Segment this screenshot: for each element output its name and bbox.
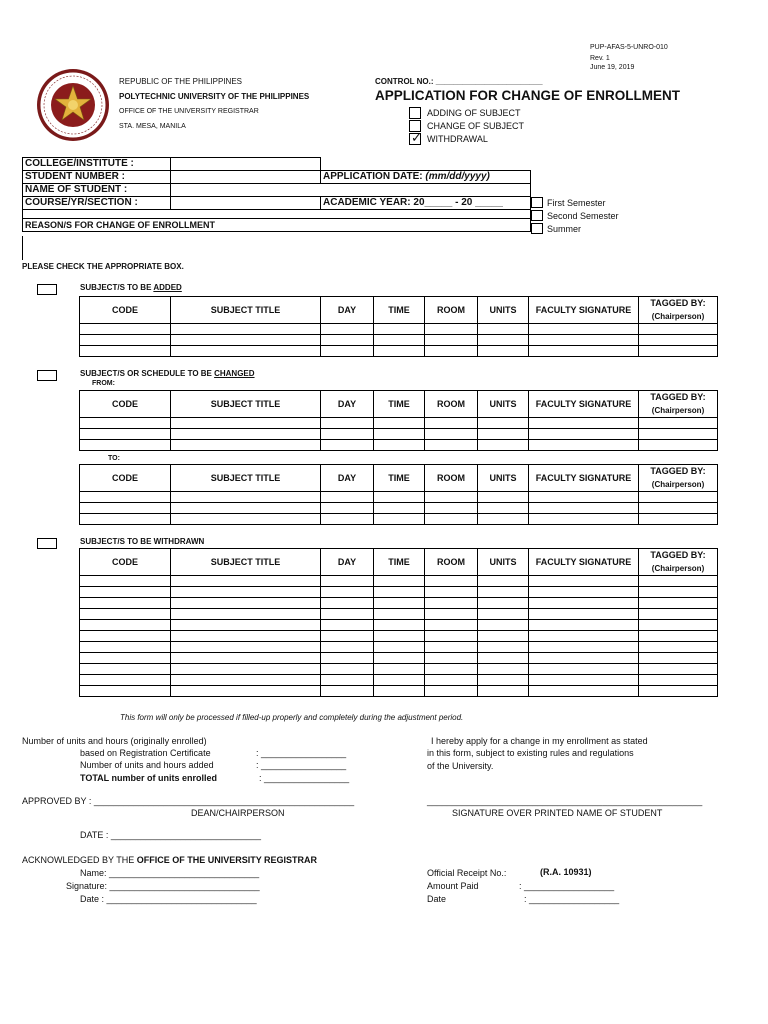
college-field[interactable] — [171, 158, 321, 171]
added-heading: SUBJECT/S TO BE ADDED — [80, 283, 182, 292]
table-cell[interactable] — [425, 503, 478, 514]
table-cell[interactable] — [425, 440, 478, 451]
table-cell[interactable] — [639, 418, 718, 429]
table-row — [80, 620, 718, 631]
university-name: POLYTECHNIC UNIVERSITY OF THE PHILIPPINES — [119, 92, 310, 101]
table-cell[interactable] — [478, 335, 529, 346]
table-cell[interactable] — [529, 514, 639, 525]
table-cell[interactable] — [529, 576, 639, 587]
table-cell[interactable] — [374, 587, 425, 598]
acknowledged-heading: ACKNOWLEDGED BY THE OFFICE OF THE UNIVERSITY REGISTRAR — [22, 855, 318, 865]
academic-year[interactable]: ACADEMIC YEAR: 20_____ - 20 _____ — [321, 197, 531, 210]
table-cell[interactable] — [171, 324, 321, 335]
table-cell[interactable] — [374, 642, 425, 653]
changed-heading: SUBJECT/S OR SCHEDULE TO BE CHANGED — [80, 369, 255, 378]
table-cell[interactable] — [171, 664, 321, 675]
table-cell[interactable] — [425, 686, 478, 697]
col-units: UNITS — [478, 549, 529, 576]
table-cell[interactable] — [425, 653, 478, 664]
from-label: FROM: — [92, 380, 115, 387]
table-cell[interactable] — [639, 598, 718, 609]
table-cell[interactable] — [321, 620, 374, 631]
table-cell[interactable] — [425, 664, 478, 675]
table-cell[interactable] — [80, 335, 171, 346]
table-cell[interactable] — [80, 503, 171, 514]
revision: Rev. 1 — [590, 55, 610, 62]
table-cell[interactable] — [425, 418, 478, 429]
table-cell[interactable] — [639, 587, 718, 598]
table-cell[interactable] — [425, 324, 478, 335]
table-cell[interactable] — [171, 653, 321, 664]
col-faculty-signature: FACULTY SIGNATURE — [529, 297, 639, 324]
table-row — [80, 576, 718, 587]
student-signature-label: SIGNATURE OVER PRINTED NAME OF STUDENT — [452, 808, 663, 818]
table-cell[interactable] — [478, 598, 529, 609]
changed-to-table — [79, 464, 718, 525]
changed-from-table — [79, 390, 718, 451]
col-units: UNITS — [478, 465, 529, 492]
table-cell[interactable] — [529, 642, 639, 653]
col-code: CODE — [80, 297, 171, 324]
table-cell[interactable] — [529, 675, 639, 686]
table-cell[interactable] — [639, 514, 718, 525]
table-header-row — [80, 391, 718, 418]
added-checkbox[interactable] — [37, 284, 57, 295]
table-cell[interactable] — [374, 620, 425, 631]
table-cell[interactable] — [374, 429, 425, 440]
col-subject-title: SUBJECT TITLE — [171, 465, 321, 492]
table-cell[interactable] — [425, 609, 478, 620]
withdrawn-checkbox[interactable] — [37, 538, 57, 549]
first-semester-checkbox[interactable] — [531, 197, 543, 208]
table-cell[interactable] — [321, 346, 374, 357]
table-cell[interactable] — [425, 346, 478, 357]
table-cell[interactable] — [639, 664, 718, 675]
form-code: PUP-AFAS-5-UNRO-010 — [590, 44, 668, 51]
table-row — [80, 642, 718, 653]
university-seal-icon — [36, 68, 110, 142]
control-no[interactable]: CONTROL NO.: ________________________ — [375, 77, 543, 86]
table-row — [80, 664, 718, 675]
table-cell[interactable] — [639, 429, 718, 440]
table-cell[interactable] — [478, 440, 529, 451]
table-cell[interactable] — [374, 653, 425, 664]
table-cell[interactable] — [639, 686, 718, 697]
table-row — [80, 587, 718, 598]
student-name-label: NAME OF STUDENT : — [23, 184, 171, 197]
table-cell[interactable] — [529, 631, 639, 642]
table-row — [80, 514, 718, 525]
table-cell[interactable] — [321, 429, 374, 440]
table-cell[interactable] — [478, 653, 529, 664]
col-units: UNITS — [478, 391, 529, 418]
table-row — [80, 429, 718, 440]
application-date-label: APPLICATION DATE: — [323, 171, 423, 182]
table-cell[interactable] — [478, 587, 529, 598]
table-cell[interactable] — [639, 620, 718, 631]
table-cell[interactable] — [529, 324, 639, 335]
summer-label: Summer — [547, 224, 582, 234]
col-code: CODE — [80, 391, 171, 418]
table-cell[interactable] — [171, 503, 321, 514]
table-cell[interactable] — [478, 631, 529, 642]
table-cell[interactable] — [321, 440, 374, 451]
table-header-row — [80, 465, 718, 492]
table-cell[interactable] — [80, 429, 171, 440]
table-cell[interactable] — [80, 620, 171, 631]
table-cell[interactable] — [321, 653, 374, 664]
units-line2: based on Registration Certificate — [80, 748, 211, 758]
table-cell[interactable] — [529, 620, 639, 631]
reason-label[interactable]: REASON/S FOR CHANGE OF ENROLLMENT — [23, 219, 531, 232]
table-cell[interactable] — [425, 598, 478, 609]
table-cell[interactable] — [478, 514, 529, 525]
table-cell[interactable] — [478, 609, 529, 620]
table-cell[interactable] — [529, 587, 639, 598]
table-row — [80, 686, 718, 697]
col-faculty-signature: FACULTY SIGNATURE — [529, 391, 639, 418]
table-cell[interactable] — [529, 418, 639, 429]
table-cell[interactable] — [321, 324, 374, 335]
application-date-format: (mm/dd/yyyy) — [425, 171, 490, 182]
table-cell[interactable] — [529, 598, 639, 609]
table-cell[interactable] — [374, 324, 425, 335]
col-tagged-by: TAGGED BY: (Chairperson) — [639, 465, 718, 492]
table-cell[interactable] — [321, 514, 374, 525]
table-cell[interactable] — [171, 587, 321, 598]
registrar-signature-field[interactable]: Signature: ______________________________ — [66, 881, 260, 891]
table-cell[interactable] — [171, 514, 321, 525]
table-cell[interactable] — [478, 664, 529, 675]
table-row — [80, 609, 718, 620]
col-time: TIME — [374, 549, 425, 576]
units-line1: Number of units and hours (originally enrolled) — [22, 736, 207, 746]
table-cell[interactable] — [425, 514, 478, 525]
table-cell[interactable] — [478, 503, 529, 514]
approved-by-field[interactable]: APPROVED BY : ____________________________________________________ — [22, 796, 355, 806]
form-date: June 19, 2019 — [590, 64, 635, 71]
table-cell[interactable] — [425, 620, 478, 631]
table-cell[interactable] — [425, 492, 478, 503]
table-cell[interactable] — [171, 429, 321, 440]
table-row — [80, 324, 718, 335]
table-row — [80, 346, 718, 357]
change-subject-label: CHANGE OF SUBJECT — [427, 121, 525, 131]
table-cell[interactable] — [80, 675, 171, 686]
table-cell[interactable] — [639, 609, 718, 620]
summer-checkbox[interactable] — [531, 223, 543, 234]
withdrawal-label: WITHDRAWAL — [427, 134, 488, 144]
receipt-label: Official Receipt No.: — [427, 868, 507, 878]
table-cell[interactable] — [425, 631, 478, 642]
withdrawal-checkbox[interactable] — [409, 133, 421, 145]
table-cell[interactable] — [529, 503, 639, 514]
table-cell[interactable] — [171, 631, 321, 642]
instruction: PLEASE CHECK THE APPROPRIATE BOX. — [22, 262, 184, 271]
table-cell[interactable] — [639, 675, 718, 686]
address: STA. MESA, MANILA — [119, 123, 186, 130]
table-cell[interactable] — [171, 440, 321, 451]
table-cell[interactable] — [529, 429, 639, 440]
table-cell[interactable] — [639, 503, 718, 514]
office-name: OFFICE OF THE UNIVERSITY REGISTRAR — [119, 108, 259, 115]
table-cell[interactable] — [478, 346, 529, 357]
col-room: ROOM — [425, 465, 478, 492]
table-cell[interactable] — [321, 686, 374, 697]
table-cell[interactable] — [639, 576, 718, 587]
table-header-row — [80, 297, 718, 324]
table-cell[interactable] — [478, 675, 529, 686]
added-units-field[interactable]: : _________________ — [256, 760, 347, 770]
table-cell[interactable] — [529, 609, 639, 620]
col-day: DAY — [321, 391, 374, 418]
col-tagged-by: TAGGED BY: (Chairperson) — [639, 549, 718, 576]
registrar-date-field[interactable]: Date : ______________________________ — [80, 894, 257, 904]
table-cell[interactable] — [529, 440, 639, 451]
col-day: DAY — [321, 297, 374, 324]
table-cell[interactable] — [321, 492, 374, 503]
to-label: TO: — [108, 455, 120, 462]
table-cell[interactable] — [80, 686, 171, 697]
statement-line2: in this form, subject to existing rules and regulations — [427, 748, 634, 758]
col-faculty-signature: FACULTY SIGNATURE — [529, 549, 639, 576]
table-cell[interactable] — [80, 587, 171, 598]
col-faculty-signature: FACULTY SIGNATURE — [529, 465, 639, 492]
withdrawn-heading: SUBJECT/S TO BE WITHDRAWN — [80, 537, 205, 546]
student-number-label: STUDENT NUMBER : — [23, 171, 171, 184]
student-name-field[interactable] — [171, 184, 531, 197]
reason-divider — [22, 236, 23, 260]
first-semester-label: First Semester — [547, 198, 606, 208]
course-field[interactable] — [171, 197, 321, 210]
table-cell[interactable] — [321, 609, 374, 620]
processing-note: This form will only be processed if filled-up properly and completely during the adjustment period. — [120, 713, 464, 722]
table-cell[interactable] — [374, 631, 425, 642]
table-cell[interactable] — [529, 335, 639, 346]
table-cell[interactable] — [374, 598, 425, 609]
table-cell[interactable] — [529, 492, 639, 503]
table-cell[interactable] — [171, 675, 321, 686]
table-cell[interactable] — [639, 335, 718, 346]
table-cell[interactable] — [425, 576, 478, 587]
adding-subject-checkbox[interactable] — [409, 107, 421, 119]
receipt-date-field[interactable]: : __________________ — [524, 894, 620, 904]
table-row — [80, 598, 718, 609]
col-subject-title: SUBJECT TITLE — [171, 391, 321, 418]
table-cell[interactable] — [478, 686, 529, 697]
table-cell[interactable] — [374, 440, 425, 451]
amount-paid-field[interactable]: : __________________ — [519, 881, 615, 891]
student-number-field[interactable] — [171, 171, 321, 184]
student-info-table — [22, 157, 531, 232]
approval-date-field[interactable]: DATE : ______________________________ — [80, 830, 261, 840]
col-code: CODE — [80, 549, 171, 576]
table-cell[interactable] — [80, 514, 171, 525]
col-time: TIME — [374, 465, 425, 492]
table-row — [80, 492, 718, 503]
dean-label: DEAN/CHAIRPERSON — [191, 808, 285, 818]
original-units-field[interactable]: : _________________ — [256, 748, 347, 758]
table-cell[interactable] — [529, 664, 639, 675]
table-cell[interactable] — [80, 324, 171, 335]
table-cell[interactable] — [639, 642, 718, 653]
col-room: ROOM — [425, 549, 478, 576]
table-cell[interactable] — [321, 675, 374, 686]
table-cell[interactable] — [639, 440, 718, 451]
table-header-row — [80, 549, 718, 576]
table-row — [80, 675, 718, 686]
table-row — [80, 335, 718, 346]
table-cell[interactable] — [80, 642, 171, 653]
second-semester-checkbox[interactable] — [531, 210, 543, 221]
table-cell[interactable] — [171, 418, 321, 429]
changed-checkbox[interactable] — [37, 370, 57, 381]
table-cell[interactable] — [639, 653, 718, 664]
table-cell[interactable] — [80, 576, 171, 587]
republic-text: REPUBLIC OF THE PHILIPPINES — [119, 77, 242, 86]
table-cell[interactable] — [374, 609, 425, 620]
spacer-row — [23, 210, 531, 219]
col-tagged-by: TAGGED BY: (Chairperson) — [639, 391, 718, 418]
table-cell[interactable] — [425, 642, 478, 653]
col-room: ROOM — [425, 391, 478, 418]
receipt-date-label: Date — [427, 894, 447, 904]
ra-label: (R.A. 10931) — [540, 867, 592, 877]
table-cell[interactable] — [321, 664, 374, 675]
table-cell[interactable] — [374, 418, 425, 429]
table-cell[interactable] — [374, 335, 425, 346]
table-cell[interactable] — [171, 686, 321, 697]
units-line4: TOTAL number of units enrolled — [80, 773, 218, 783]
table-cell[interactable] — [321, 642, 374, 653]
table-cell[interactable] — [639, 492, 718, 503]
table-cell[interactable] — [321, 576, 374, 587]
table-cell[interactable] — [478, 620, 529, 631]
table-cell[interactable] — [321, 418, 374, 429]
table-cell[interactable] — [425, 587, 478, 598]
table-cell[interactable] — [321, 335, 374, 346]
table-cell[interactable] — [80, 440, 171, 451]
table-cell[interactable] — [80, 609, 171, 620]
table-cell[interactable] — [171, 576, 321, 587]
table-cell[interactable] — [374, 514, 425, 525]
table-row — [80, 503, 718, 514]
registrar-name-field[interactable]: Name: ______________________________ — [80, 868, 260, 878]
table-cell[interactable] — [80, 492, 171, 503]
table-cell[interactable] — [425, 429, 478, 440]
table-cell[interactable] — [374, 492, 425, 503]
table-cell[interactable] — [374, 664, 425, 675]
table-cell[interactable] — [171, 620, 321, 631]
table-cell[interactable] — [478, 324, 529, 335]
col-room: ROOM — [425, 297, 478, 324]
table-cell[interactable] — [639, 346, 718, 357]
units-line3: Number of units and hours added — [80, 760, 214, 770]
table-cell[interactable] — [374, 576, 425, 587]
table-row — [80, 631, 718, 642]
col-tagged-by: TAGGED BY: (Chairperson) — [639, 297, 718, 324]
table-cell[interactable] — [478, 492, 529, 503]
table-cell[interactable] — [374, 503, 425, 514]
statement-line1: I hereby apply for a change in my enrollment as stated — [431, 736, 648, 746]
table-cell[interactable] — [478, 642, 529, 653]
amount-paid-label: Amount Paid — [427, 881, 479, 891]
col-units: UNITS — [478, 297, 529, 324]
table-cell[interactable] — [321, 503, 374, 514]
form-title: APPLICATION FOR CHANGE OF ENROLLMENT — [375, 88, 680, 103]
table-cell[interactable] — [80, 598, 171, 609]
table-cell[interactable] — [171, 492, 321, 503]
table-cell[interactable] — [639, 324, 718, 335]
table-cell[interactable] — [171, 346, 321, 357]
second-semester-label: Second Semester — [547, 211, 619, 221]
table-cell[interactable] — [374, 686, 425, 697]
table-cell[interactable] — [639, 631, 718, 642]
course-label: COURSE/YR/SECTION : — [23, 197, 171, 210]
table-cell[interactable] — [171, 609, 321, 620]
col-time: TIME — [374, 391, 425, 418]
adding-subject-label: ADDING OF SUBJECT — [427, 108, 521, 118]
table-cell[interactable] — [374, 675, 425, 686]
table-cell[interactable] — [321, 598, 374, 609]
col-code: CODE — [80, 465, 171, 492]
table-cell[interactable] — [80, 653, 171, 664]
total-units-field[interactable]: : _________________ — [259, 773, 350, 783]
table-cell[interactable] — [80, 346, 171, 357]
table-cell[interactable] — [321, 587, 374, 598]
table-cell[interactable] — [80, 631, 171, 642]
table-cell[interactable] — [171, 598, 321, 609]
table-cell[interactable] — [425, 335, 478, 346]
table-row — [80, 418, 718, 429]
col-time: TIME — [374, 297, 425, 324]
table-row — [80, 440, 718, 451]
col-day: DAY — [321, 549, 374, 576]
table-cell[interactable] — [425, 675, 478, 686]
col-day: DAY — [321, 465, 374, 492]
table-cell[interactable] — [80, 418, 171, 429]
table-cell[interactable] — [529, 653, 639, 664]
table-cell[interactable] — [478, 418, 529, 429]
statement-line3: of the University. — [427, 761, 494, 771]
student-signature-field[interactable]: _______________________________________________________ — [427, 796, 703, 806]
table-cell[interactable] — [171, 642, 321, 653]
table-cell[interactable] — [374, 346, 425, 357]
table-cell[interactable] — [529, 686, 639, 697]
table-cell[interactable] — [478, 576, 529, 587]
table-cell[interactable] — [321, 631, 374, 642]
table-row — [80, 653, 718, 664]
table-cell[interactable] — [478, 429, 529, 440]
withdrawn-table — [79, 548, 718, 697]
added-table — [79, 296, 718, 357]
check-mark-icon: ✓ — [411, 131, 422, 146]
col-subject-title: SUBJECT TITLE — [171, 297, 321, 324]
table-cell[interactable] — [529, 346, 639, 357]
table-cell[interactable] — [171, 335, 321, 346]
application-date[interactable] — [321, 171, 531, 184]
col-subject-title: SUBJECT TITLE — [171, 549, 321, 576]
college-label: COLLEGE/INSTITUTE : — [23, 158, 171, 171]
table-cell[interactable] — [80, 664, 171, 675]
